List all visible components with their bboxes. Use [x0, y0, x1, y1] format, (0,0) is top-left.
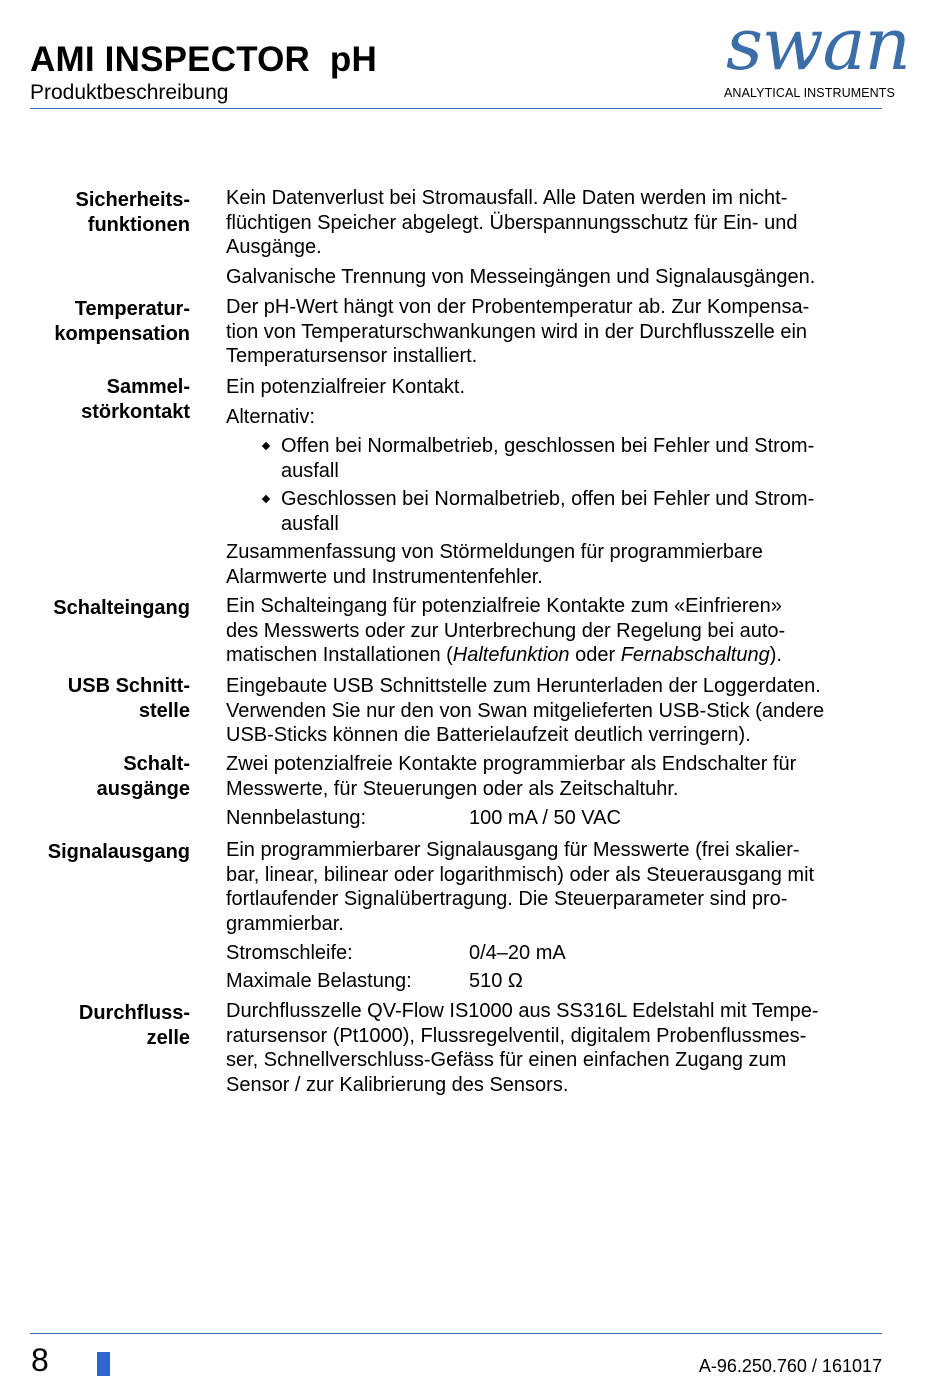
text-run: oder	[569, 644, 621, 666]
list-item-text: Geschlossen bei Normalbetrieb, offen bei Fehler und Strom- ausfall	[281, 488, 815, 535]
italic-term: Haltefunktion	[452, 644, 570, 666]
section-body	[226, 674, 886, 753]
list-item	[226, 487, 886, 536]
text-run: ).	[769, 644, 782, 666]
section-label: Sammel- störkontakt	[81, 376, 190, 423]
section-body	[226, 752, 886, 834]
section-label: Signalausgang	[47, 841, 190, 863]
spec-row	[226, 941, 886, 966]
list-item-text: Offen bei Normalbetrieb, geschlossen bei Fehler und Strom- ausfall	[281, 435, 815, 482]
section-label: Schalt- ausgänge	[96, 753, 190, 800]
document-reference: A-96.250.760 / 161017	[698, 1356, 882, 1376]
bullet-diamond-icon	[262, 442, 270, 450]
section-label: Durchfluss- zelle	[78, 1002, 190, 1049]
spec-key: Maximale Belastung:	[226, 969, 412, 992]
page-title: AMI INSPECTOR pH	[30, 40, 377, 79]
page-number: 8	[31, 1342, 49, 1378]
logo-tagline: ANALYTICAL INSTRUMENTS	[724, 86, 895, 100]
paragraph: Kein Datenverlust bei Stromausfall. Alle Daten werden im nicht- flüchtigen Speicher abgelegt. Überspannungsschutz für Ein- und Ausgänge.	[226, 187, 798, 258]
page-marker	[97, 1352, 110, 1376]
spec-row	[226, 969, 886, 994]
text-run: Ein Schalteingang für potenzialfreie Kontakte zum «Einfrieren» des Messwerts oder zur Unterbrechung der Regelung bei auto- matischen Installationen (	[226, 595, 786, 666]
paragraph: Zusammenfassung von Störmeldungen für programmierbare Alarmwerte und Instrumentenfehler.	[226, 541, 763, 588]
paragraph: Galvanische Trennung von Messeingängen und Signalausgängen.	[226, 265, 816, 288]
paragraph: Ein potenzialfreier Kontakt.	[226, 376, 466, 398]
paragraph: Alternativ:	[226, 405, 315, 428]
bullet-list	[226, 434, 886, 536]
spec-value: 510 Ω	[469, 969, 523, 992]
spec-key: Nennbelastung:	[226, 807, 367, 829]
list-item	[226, 434, 886, 483]
italic-term: Fernabschaltung	[620, 644, 770, 666]
paragraph: Ein programmierbarer Signalausgang für Messwerte (frei skalier- bar, linear, bilinear oder logarithmisch) oder als Steuerausgang mit fortlaufender Signalübertragung. Die Steuerparameter sind pro- grammierbar.	[226, 839, 815, 935]
paragraph	[226, 594, 886, 668]
section-body	[226, 295, 886, 374]
paragraph: Der pH-Wert hängt von der Probentemperatur ab. Zur Kompensa- tion von Temperaturschwankungen wird in der Durchflusszelle ein Temperatursensor installiert.	[226, 296, 810, 367]
page-subtitle: Produktbeschreibung	[30, 81, 229, 104]
paragraph: Durchflusszelle QV-Flow IS1000 aus SS316L Edelstahl mit Tempe- ratursensor (Pt1000), Flussregelventil, digitalem Probenflussmes- ser, Schnellverschluss-Gefäss für einen einfachen Zugang zum Sensor / zur Kalibrierung des Sensors.	[226, 1000, 819, 1096]
section-body	[226, 999, 886, 1102]
section-label: Temperatur- kompensation	[54, 298, 190, 345]
spec-key: Stromschleife:	[226, 942, 353, 964]
paragraph: Eingebaute USB Schnittstelle zum Herunterladen der Loggerdaten. Verwenden Sie nur den von Swan mitgelieferten USB-Stick (andere USB-Sticks können die Batterielaufzeit deutlich verringern).	[226, 675, 825, 746]
spec-value: 0/4–20 mA	[469, 942, 566, 964]
paragraph: Zwei potenzialfreie Kontakte programmierbar als Endschalter für Messwerte, für Steuerungen oder als Zeitschaltuhr.	[226, 753, 797, 800]
section-body	[226, 375, 886, 594]
section-label: Sicherheits- funktionen	[75, 189, 190, 236]
section-body	[226, 594, 886, 673]
bullet-diamond-icon	[262, 495, 270, 503]
section-body	[226, 838, 886, 996]
section-body	[226, 186, 886, 294]
header-rule	[30, 108, 882, 109]
logo-wordmark: swan	[726, 2, 910, 86]
section-label: Schalteingang	[53, 597, 190, 619]
spec-value: 100 mA / 50 VAC	[469, 807, 621, 829]
spec-row	[226, 806, 886, 831]
section-label: USB Schnitt- stelle	[67, 675, 190, 722]
swan-logo	[722, 2, 910, 104]
footer-rule	[30, 1333, 882, 1334]
